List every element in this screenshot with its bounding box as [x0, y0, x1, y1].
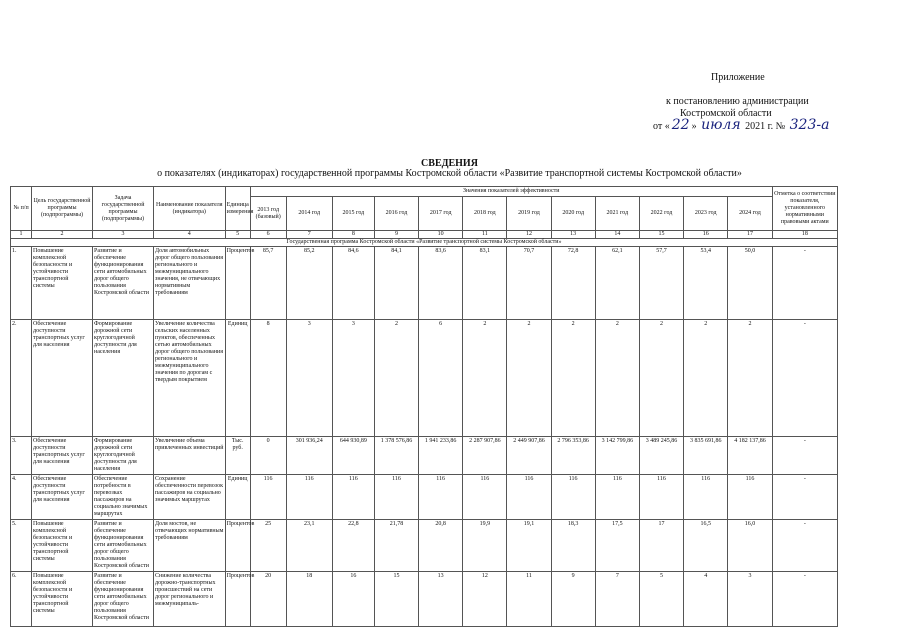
value-cell: 1 941 233,86	[419, 437, 463, 475]
value-cell: 4 182 137,86	[728, 437, 772, 475]
header-note: Отметка о соответствии показателя, установленного нормативными правовыми актами	[772, 187, 837, 231]
value-cell: 9	[551, 572, 595, 627]
table-row	[11, 475, 838, 520]
value-cell: 116	[551, 475, 595, 520]
value-cell: 15	[374, 572, 418, 627]
row-number: 1.	[11, 247, 32, 320]
value-cell: 2 796 353,86	[551, 437, 595, 475]
table-row	[11, 247, 838, 320]
column-number: 8	[332, 231, 374, 239]
column-number: 6	[250, 231, 286, 239]
task-cell: Развитие и обеспечение функционирования сети автомобильных дорог общего пользования Костромской области	[93, 247, 154, 320]
value-cell: 70,7	[507, 247, 551, 320]
row-number: 6.	[11, 572, 32, 627]
value-cell: 18	[286, 572, 332, 627]
value-cell: 644 930,89	[332, 437, 374, 475]
column-number-row	[11, 231, 838, 239]
value-cell: 116	[728, 475, 772, 520]
decree-line: к постановлению администрации	[666, 96, 809, 107]
column-number: 15	[639, 231, 683, 239]
goal-cell: Обеспечение доступности транспортных услуг для населения	[32, 437, 93, 475]
value-cell: 53,4	[684, 247, 728, 320]
header-year: 2021 год	[595, 197, 639, 231]
goal-cell: Обеспечение доступности транспортных услуг для населения	[32, 320, 93, 437]
value-cell: 8	[250, 320, 286, 437]
indicator-cell: Увеличение количества сельских населенных пунктов, обеспеченных сетью автомобильных дорог общего пользования регионального и межмуниципального значения по дорогам с твердым покрытием	[154, 320, 226, 437]
indicators-table	[10, 186, 838, 627]
value-cell: 62,1	[595, 247, 639, 320]
header-year: 2020 год	[551, 197, 595, 231]
unit-cell: Процентов	[225, 572, 250, 627]
value-cell: 20,8	[419, 520, 463, 572]
document-title: СВЕДЕНИЯ	[421, 158, 478, 169]
indicator-rows	[11, 247, 838, 627]
value-cell: 13	[419, 572, 463, 627]
header-indicator: Наименование показателя (индикатора)	[154, 187, 226, 231]
header-year: 2014 год	[286, 197, 332, 231]
row-number: 4.	[11, 475, 32, 520]
value-cell: 25	[250, 520, 286, 572]
value-cell: 116	[595, 475, 639, 520]
value-cell: 85,2	[286, 247, 332, 320]
header-year: 2022 год	[639, 197, 683, 231]
note-cell: -	[772, 437, 837, 475]
value-cell: 116	[250, 475, 286, 520]
value-cell: 16	[332, 572, 374, 627]
value-cell: 16,5	[684, 520, 728, 572]
header-year: 2018 год	[463, 197, 507, 231]
row-number: 2.	[11, 320, 32, 437]
date-prefix: от «	[653, 121, 670, 132]
row-number: 5.	[11, 520, 32, 572]
header-year: 2017 год	[419, 197, 463, 231]
value-cell: 116	[639, 475, 683, 520]
task-cell: Обеспечение потребности в перевозках пассажиров на социально значимых маршрутах	[93, 475, 154, 520]
unit-cell: Единиц	[225, 475, 250, 520]
table-row	[11, 520, 838, 572]
column-number: 4	[154, 231, 226, 239]
value-cell: 84,1	[374, 247, 418, 320]
value-cell: 57,7	[639, 247, 683, 320]
value-cell: 2	[507, 320, 551, 437]
header-year: 2015 год	[332, 197, 374, 231]
column-number: 12	[507, 231, 551, 239]
value-cell: 0	[250, 437, 286, 475]
value-cell: 7	[595, 572, 639, 627]
value-cell: 116	[507, 475, 551, 520]
date-month: июля	[701, 117, 741, 133]
value-cell: 16,0	[728, 520, 772, 572]
header-values-group: Значения показателей эффективности	[250, 187, 772, 197]
value-cell: 3 835 691,86	[684, 437, 728, 475]
value-cell: 2 287 907,86	[463, 437, 507, 475]
goal-cell: Повышение комплексной безопасности и устойчивости транспортной системы	[32, 572, 93, 627]
value-cell: 2	[728, 320, 772, 437]
value-cell: 301 936,24	[286, 437, 332, 475]
value-cell: 19,1	[507, 520, 551, 572]
program-title: Государственная программа Костромской области «Развитие транспортной системы Костромской области»	[11, 239, 838, 247]
value-cell: 2	[551, 320, 595, 437]
indicator-cell: Увеличение объема привлеченных инвестиций	[154, 437, 226, 475]
header-year: 2019 год	[507, 197, 551, 231]
unit-cell: Процентов	[225, 520, 250, 572]
column-number: 14	[595, 231, 639, 239]
header-task: Задача государственной программы (подпрограммы)	[93, 187, 154, 231]
value-cell: 2	[463, 320, 507, 437]
indicator-cell: Доля мостов, не отвечающих нормативным требованиям	[154, 520, 226, 572]
value-cell: 85,7	[250, 247, 286, 320]
column-number: 3	[93, 231, 154, 239]
note-cell: -	[772, 572, 837, 627]
table-row	[11, 572, 838, 627]
value-cell: 84,6	[332, 247, 374, 320]
unit-cell: Единиц	[225, 320, 250, 437]
value-cell: 3	[332, 320, 374, 437]
indicator-cell: Доля автомобильных дорог общего пользования регионального и межмуниципального значения, не отвечающих нормативным требованиям	[154, 247, 226, 320]
header-unit: Единица измерения	[225, 187, 250, 231]
date-separator: »	[691, 121, 697, 132]
header-goal: Цель государственной программы (подпрограммы)	[32, 187, 93, 231]
task-cell: Развитие и обеспечение функционирования сети автомобильных дорог общего пользования Костромской области	[93, 520, 154, 572]
date-day: 22	[671, 117, 690, 133]
goal-cell: Повышение комплексной безопасности и устойчивости транспортной системы	[32, 247, 93, 320]
value-cell: 83,1	[463, 247, 507, 320]
column-number: 10	[419, 231, 463, 239]
value-cell: 83,6	[419, 247, 463, 320]
header-year: 2023 год	[684, 197, 728, 231]
indicator-cell: Снижение количества дорожно-транспортных происшествий на сети дорог регионального и межмуниципаль-	[154, 572, 226, 627]
goal-cell: Повышение комплексной безопасности и устойчивости транспортной системы	[32, 520, 93, 572]
value-cell: 2	[374, 320, 418, 437]
column-number: 9	[374, 231, 418, 239]
header-year: 2016 год	[374, 197, 418, 231]
note-cell: -	[772, 475, 837, 520]
column-number: 11	[463, 231, 507, 239]
document-number: 323-а	[789, 117, 830, 133]
column-number: 2	[32, 231, 93, 239]
goal-cell: Обеспечение доступности транспортных услуг для населения	[32, 475, 93, 520]
column-number: 7	[286, 231, 332, 239]
document-subtitle: о показателях (индикаторах) государственной программы Костромской области «Развитие транспортной системы Костромской области»	[157, 168, 742, 179]
value-cell: 17,5	[595, 520, 639, 572]
note-cell: -	[772, 320, 837, 437]
row-number: 3.	[11, 437, 32, 475]
value-cell: 23,1	[286, 520, 332, 572]
unit-cell: Процентов	[225, 247, 250, 320]
value-cell: 18,3	[551, 520, 595, 572]
task-cell: Развитие и обеспечение функционирования сети автомобильных дорог общего пользования Костромской области	[93, 572, 154, 627]
value-cell: 116	[419, 475, 463, 520]
value-cell: 12	[463, 572, 507, 627]
header-row-1	[11, 187, 838, 197]
value-cell: 21,78	[374, 520, 418, 572]
value-cell: 3	[286, 320, 332, 437]
header-num: № п/п	[11, 187, 32, 231]
column-number: 17	[728, 231, 772, 239]
value-cell: 5	[639, 572, 683, 627]
column-number: 1	[11, 231, 32, 239]
value-cell: 116	[286, 475, 332, 520]
value-cell: 3 489 245,86	[639, 437, 683, 475]
appendix-label: Приложение	[711, 72, 765, 83]
value-cell: 116	[332, 475, 374, 520]
region-line: Костромской области	[680, 108, 772, 119]
value-cell: 17	[639, 520, 683, 572]
value-cell: 1 378 576,86	[374, 437, 418, 475]
value-cell: 11	[507, 572, 551, 627]
value-cell: 116	[684, 475, 728, 520]
date-suffix: 2021 г. №	[745, 121, 786, 132]
table-row	[11, 320, 838, 437]
value-cell: 3	[728, 572, 772, 627]
column-number: 18	[772, 231, 837, 239]
value-cell: 2	[639, 320, 683, 437]
value-cell: 20	[250, 572, 286, 627]
value-cell: 72,8	[551, 247, 595, 320]
note-cell: -	[772, 520, 837, 572]
indicator-cell: Сохранение обеспеченности перевозок пассажиров на социально значимых маршрутах	[154, 475, 226, 520]
column-number: 13	[551, 231, 595, 239]
date-line	[653, 117, 831, 133]
value-cell: 19,9	[463, 520, 507, 572]
task-cell: Формирование дорожной сети круглогодичной доступности для населения	[93, 320, 154, 437]
value-cell: 50,0	[728, 247, 772, 320]
value-cell: 116	[463, 475, 507, 520]
value-cell: 22,8	[332, 520, 374, 572]
value-cell: 4	[684, 572, 728, 627]
header-base-year: 2013 год (базовый)	[250, 197, 286, 231]
unit-cell: Тыс. руб.	[225, 437, 250, 475]
note-cell: -	[772, 247, 837, 320]
program-row	[11, 239, 838, 247]
column-number: 5	[225, 231, 250, 239]
table-row	[11, 437, 838, 475]
task-cell: Формирование дорожной сети круглогодичной доступности для населения	[93, 437, 154, 475]
header-year: 2024 год	[728, 197, 772, 231]
column-number: 16	[684, 231, 728, 239]
value-cell: 6	[419, 320, 463, 437]
value-cell: 2	[684, 320, 728, 437]
value-cell: 116	[374, 475, 418, 520]
value-cell: 2	[595, 320, 639, 437]
value-cell: 3 142 799,86	[595, 437, 639, 475]
value-cell: 2 449 907,86	[507, 437, 551, 475]
